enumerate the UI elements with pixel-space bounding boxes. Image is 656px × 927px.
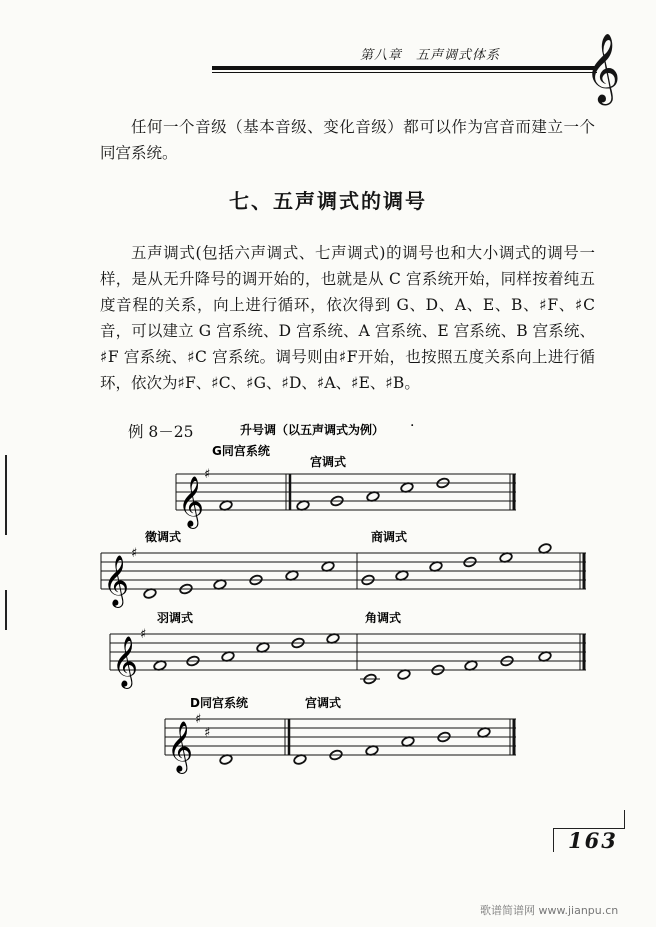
label-d-system: D同宫系统: [190, 696, 248, 710]
treble-clef-icon: 𝄞: [103, 555, 130, 606]
treble-clef-icon: 𝄞: [585, 33, 621, 103]
page-number-rule: [624, 810, 625, 829]
score-caption: 升号调（以五声调式为例）: [240, 423, 385, 437]
label-gong: 宫调式: [310, 455, 347, 469]
sharp-icon: ♯: [195, 712, 202, 727]
label-jue: 角调式: [365, 611, 402, 625]
label-g-system: G同宫系统: [212, 444, 270, 458]
page-number: 163: [568, 828, 618, 853]
chapter-header: 第八章 五声调式体系: [360, 48, 501, 63]
label-shang: 商调式: [371, 530, 408, 544]
example-label: 例 8－25: [128, 423, 194, 441]
paragraph-2: 五声调式(包括六声调式、七声调式)的调号也和大小调式的调号一样，是从无升降号的调开始的，也就是从 C 宫系统开始，同样按着纯五度音程的关系，向上进行循环，依次得到 G、D、A、E、B、♯F、♯C 音，可以建立 G 宫系统、D 宫系统、A 宫系统、E 宫系统、B 宫系统、♯F 宫系统、♯C 宫系统。调号则由♯F开始，也按照五度关系向上进行循环，依次为♯F、♯C、♯G、♯D、♯A、♯E、♯B。: [100, 244, 595, 392]
page-number-rule: [553, 828, 554, 852]
watermark: 歌谱简谱网 www.jianpu.cn: [480, 904, 619, 917]
treble-clef-icon: 𝄞: [167, 721, 194, 772]
sharp-icon: ♯: [204, 467, 211, 482]
sharp-icon: ♯: [204, 725, 211, 741]
stray-mark: ·: [410, 418, 415, 434]
label-yu: 羽调式: [157, 611, 194, 625]
treble-clef-icon: 𝄞: [178, 476, 205, 527]
sharp-icon: ♯: [131, 546, 138, 561]
label-gong-2: 宫调式: [305, 696, 342, 710]
paragraph-1: 任何一个音级（基本音级、变化音级）都可以作为宫音而建立一个同宫系统。: [100, 118, 595, 162]
section-title: 七、五声调式的调号: [229, 189, 427, 213]
sharp-icon: ♯: [140, 627, 147, 642]
treble-clef-icon: 𝄞: [112, 636, 139, 687]
label-zhi: 徵调式: [145, 530, 182, 544]
